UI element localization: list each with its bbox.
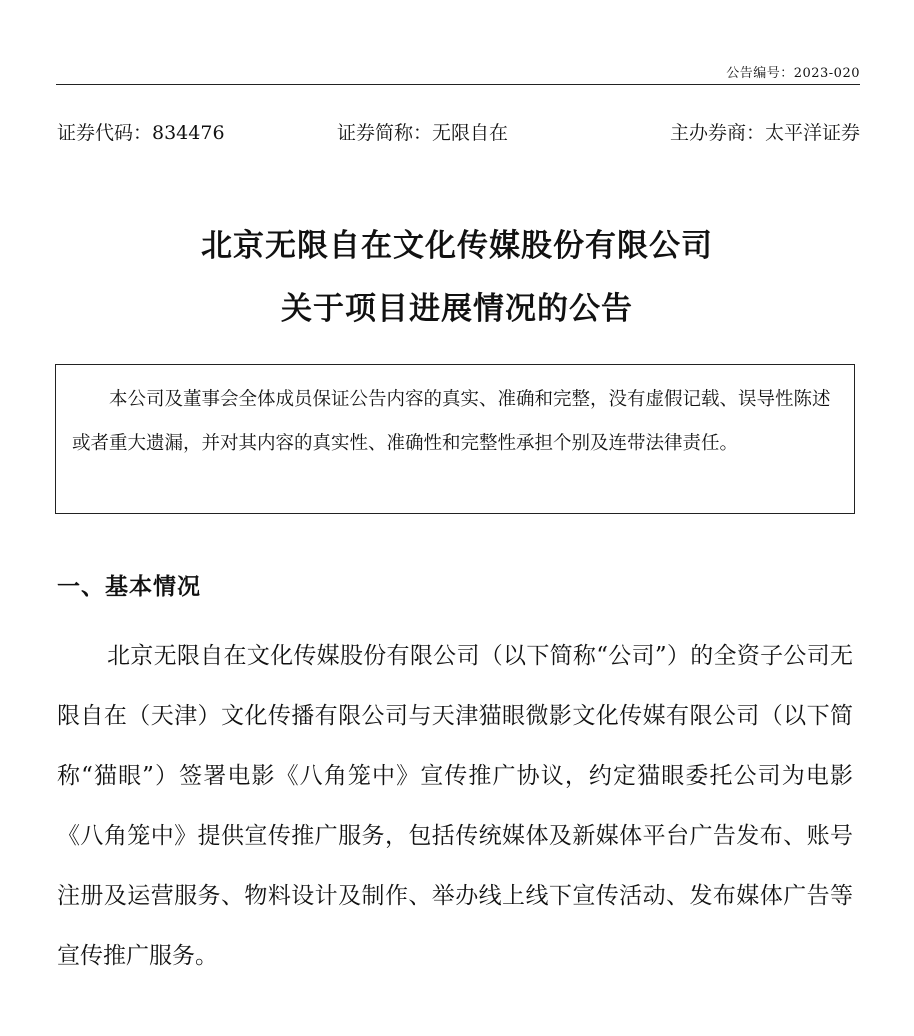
security-code: 证券代码：834476	[57, 122, 225, 144]
disclaimer-notice-box	[55, 364, 855, 514]
header-divider	[56, 84, 860, 85]
sponsor-broker: 主办券商：太平洋证券	[669, 122, 860, 144]
document-title-line-2: 关于项目进展情况的公告	[281, 291, 633, 327]
section-heading-basic-info: 一、基本情况	[57, 574, 201, 600]
section-paragraph: 北京无限自在文化传媒股份有限公司（以下简称“公司”）的全资子公司无限自在（天津）文化传播有限公司与天津猫眼微影文化传媒有限公司（以下简称“猫眼”）签署电影《八角笼中》宣传推广协议，约定猫眼委托公司为电影《八角笼中》提供宣传推广服务，包括传统媒体及新媒体平台广告发布、账号注册及运营服务、物料设计及制作、举办线上线下宣传活动、发布媒体广告等宣传推广服务。	[57, 643, 853, 969]
disclaimer-text: 本公司及董事会全体成员保证公告内容的真实、准确和完整，没有虚假记载、误导性陈述或者重大遗漏，并对其内容的真实性、准确性和完整性承担个别及连带法律责任。	[72, 389, 831, 454]
security-info-row	[57, 118, 860, 148]
security-abbreviation: 证券简称：无限自在	[337, 122, 509, 144]
announcement-number: 公告编号：2023-020	[726, 66, 860, 81]
document-title-line-1: 北京无限自在文化传媒股份有限公司	[201, 228, 713, 264]
